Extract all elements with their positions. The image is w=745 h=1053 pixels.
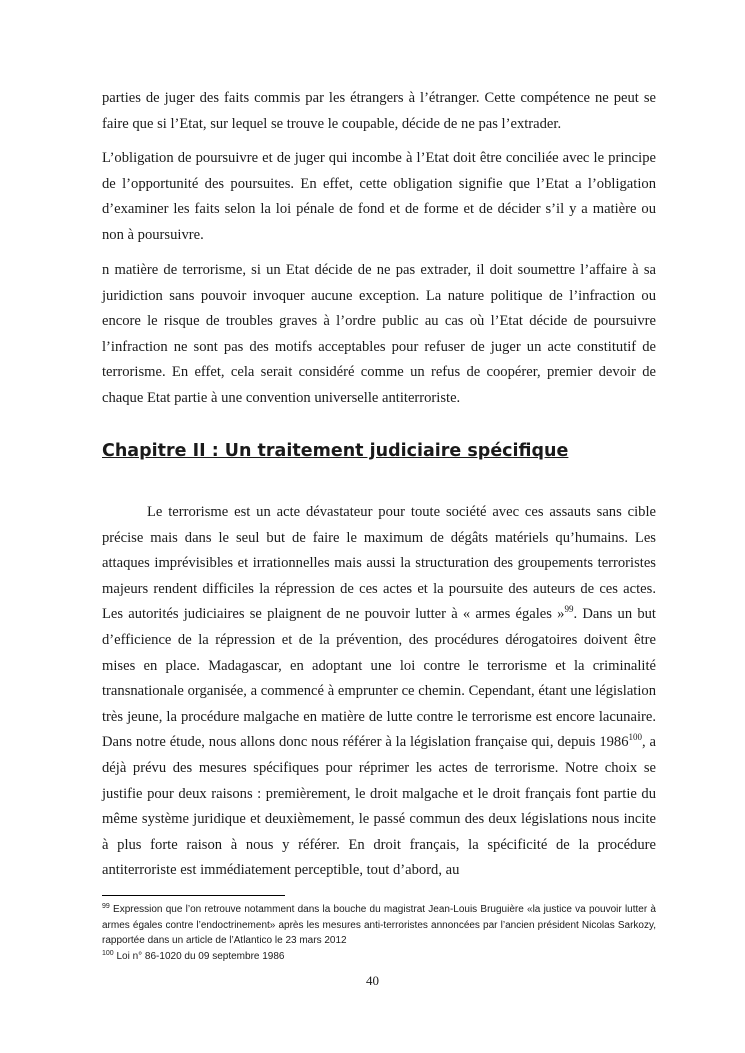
section-text-part-3: , a déjà prévu des mesures spécifiques pour réprimer les actes de terrorisme. Notre choix se justifie pour deux raisons : premièrement, le droit malgache et le droit français font partie du même système juridique et deuxièmement, le passé commun des deux législations nous incite à plus forte raison à nous y référer. En droit français, la spécificité de la procédure antiterroriste est immédiatement perceptible, tout d’abord, au xyxy=(102,734,656,879)
chapter-heading: Chapitre II : Un traitement judiciaire spécifique xyxy=(102,441,569,461)
footnote-ref-100: 100 xyxy=(628,732,643,743)
footnote-number: 100 xyxy=(102,949,114,957)
section-paragraph-text xyxy=(102,500,656,884)
footnote-text: Expression que l’on retrouve notamment dans la bouche du magistrat Jean-Louis Bruguière «la justice va pouvoir lutter à armes égales contre l’endoctrinement» après les mesures anti-terroristes annoncées par l’ancien président Nicolas Sarkozy, rapportée dans un article de l’Atlantico le 23 mars 2012 xyxy=(102,904,656,947)
footnote-separator xyxy=(102,895,285,896)
paragraph-3-text: n matière de terrorisme, si un Etat décide de ne pas extrader, il doit soumettre l’affaire à sa juridiction sans pouvoir invoquer aucune exception. La nature politique de l’infraction ou encore le risque de troubles graves à l’ordre public au cas où l’Etat décide de poursuivre l’infraction ne sont pas des motifs acceptables pour refuser de juger un acte constitutif de terrorisme. En effet, cela serait considéré comme un refus de coopérer, premier devoir de chaque Etat partie à une convention universelle antiterroriste. xyxy=(102,262,656,406)
paragraph-2 xyxy=(102,146,656,248)
paragraph-1 xyxy=(102,86,656,137)
footnote-100 xyxy=(102,949,656,965)
footnote-99 xyxy=(102,902,656,949)
paragraph-3 xyxy=(102,258,656,412)
footnote-number: 99 xyxy=(102,903,110,910)
footnote-ref-99: 99 xyxy=(564,604,574,615)
section-paragraph xyxy=(102,500,656,884)
section-text-part-1: Le terrorisme est un acte dévastateur pour toute société avec ces assauts sans cible précise mais dans le seul but de faire le maximum de dégâts matériels qu’humains. Les attaques imprévisibles et irrationnelles mais aussi la structuration des groupements terroristes majeurs rendent difficiles la répression de ces actes et la poursuite des auteurs de ces actes. Les autorités judiciaires se plaignent de ne pouvoir lutter à « armes égales » xyxy=(102,504,656,623)
paragraph-2-text: L’obligation de poursuivre et de juger qui incombe à l’Etat doit être conciliée avec le principe de l’opportunité des poursuites. En effet, cette obligation signifie que l’Etat a l’obligation d’examiner les faits selon la loi pénale de fond et de forme et de décider s’il y a matière ou non à poursuivre. xyxy=(102,150,656,243)
section-text-part-2: . Dans un but d’efficience de la répression et de la prévention, des procédures dérogatoires doivent être mises en place. Madagascar, en adoptant une loi contre le terrorisme et la criminalité transnationale organisée, a commencé à emprunter ce chemin. Cependant, étant une législation très jeune, la procédure malgache en matière de lutte contre le terrorisme est encore lacunaire. Dans notre étude, nous allons donc nous référer à la législation française qui, depuis 1986 xyxy=(102,606,656,751)
footnote-text: Loi n° 86-1020 du 09 septembre 1986 xyxy=(113,950,285,962)
page-number: 40 xyxy=(366,973,379,988)
paragraph-1-text: parties de juger des faits commis par les étrangers à l’étranger. Cette compétence ne peut se faire que si l’Etat, sur lequel se trouve le coupable, décide de ne pas l’extrader. xyxy=(102,90,656,132)
footnotes xyxy=(102,902,656,964)
